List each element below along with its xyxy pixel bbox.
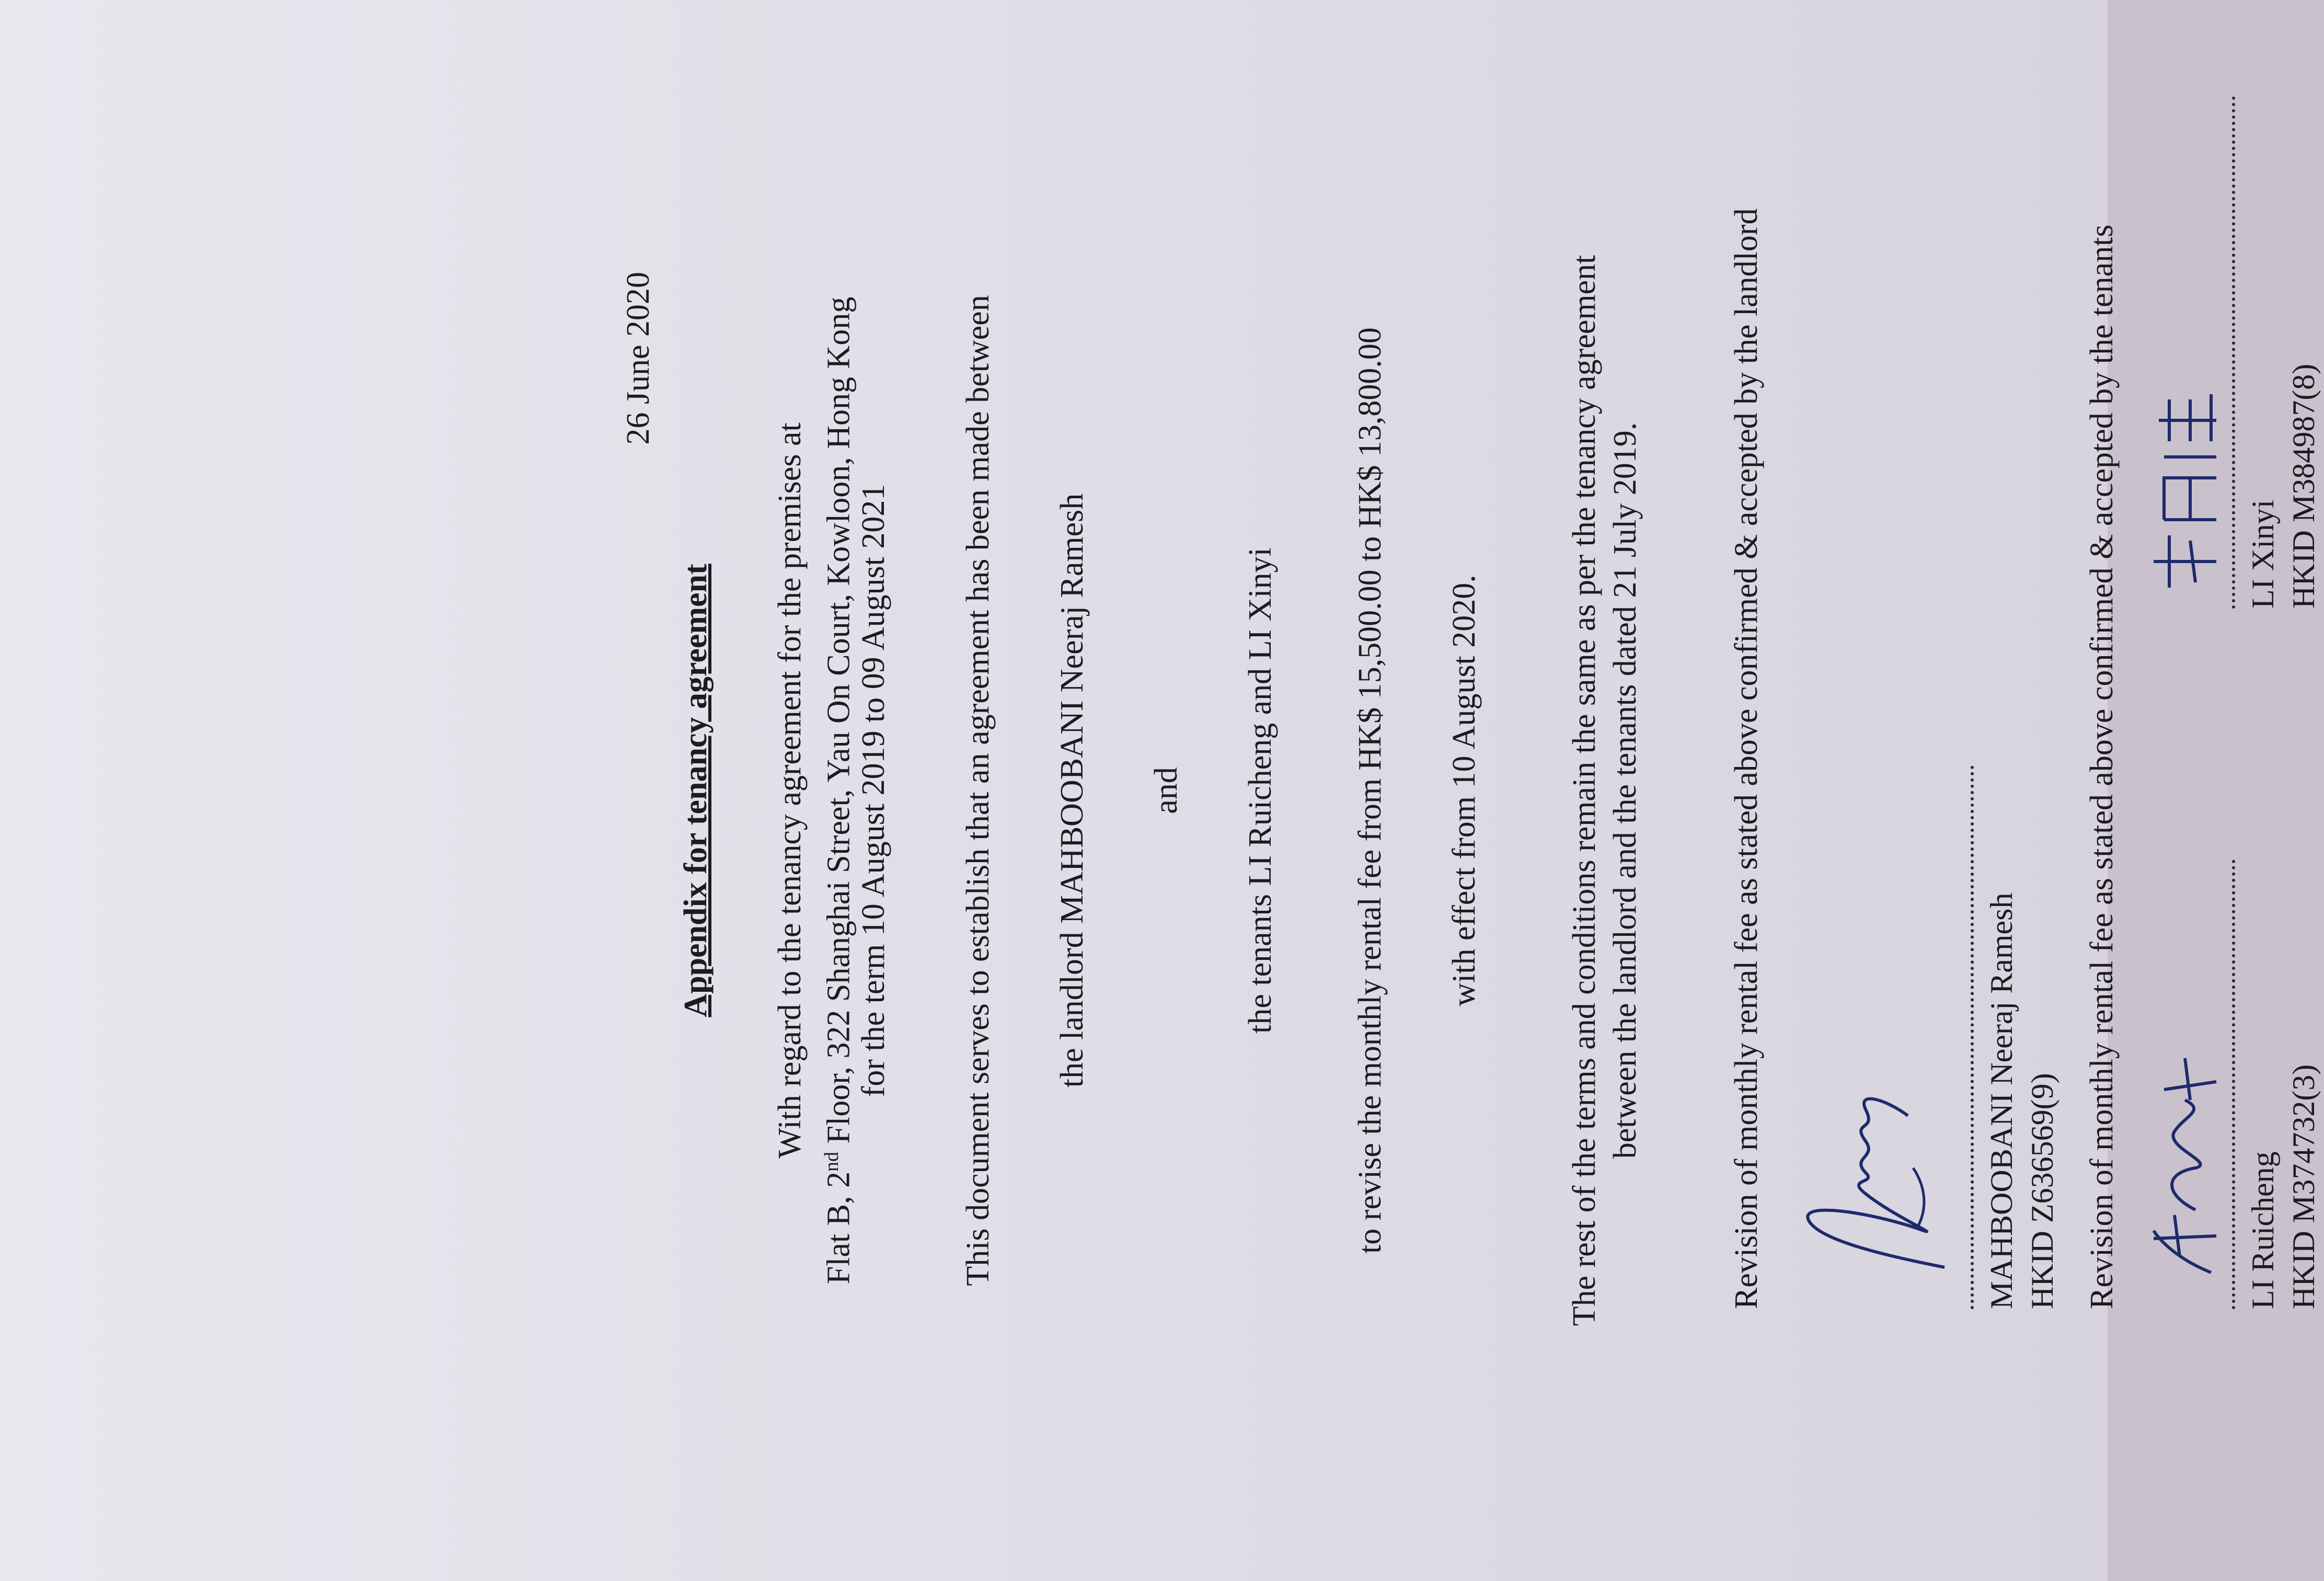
tenant2-hkid: HKID M384987(8) — [2286, 363, 2321, 609]
tenant2-signature-line — [2232, 96, 2235, 609]
tenants-line: the tenants LI Ruicheng and LI Xinyi — [1242, 547, 1278, 1034]
effective-date: with effect from 10 August 2020. — [1446, 575, 1482, 1006]
landlord-hkid: HKID Z636569(9) — [2025, 1073, 2060, 1309]
document-title: Appendix for tenancy agreement — [678, 564, 714, 1017]
landlord-confirmation: Revision of monthly rental fee as stated above confirmed & accepted by the landlord — [1729, 208, 1764, 1309]
tenant2-signature — [2148, 379, 2227, 598]
agreement-statement: This document serves to establish that an agreement has been made between — [960, 295, 996, 1286]
tenant1-name: LI Ruicheng — [2246, 1151, 2280, 1309]
intro-paragraph — [768, 0, 894, 1581]
landlord-signature — [1788, 1027, 1960, 1288]
conjunction: and — [1148, 767, 1184, 814]
premises-address: Flat B, 2nd Floor, 322 Shanghai Street, Yau On Court, Kowloon, Hong Kong — [821, 296, 857, 1285]
landlord-name: MAHBOOBANI Neeraj Ramesh — [1984, 892, 2019, 1309]
intro-line: With regard to the tenancy agreement for the premises at — [772, 422, 808, 1159]
tenant1-signature-line — [2232, 860, 2235, 1309]
tenant1-hkid: HKID M374732(3) — [2286, 1064, 2321, 1309]
landlord-signature-line — [1971, 765, 1974, 1309]
rent-revision: to revise the monthly rental fee from HK$ 15,500.00 to HK$ 13,800.00 — [1352, 327, 1388, 1254]
tenants-confirmation: Revision of monthly rental fee as stated above confirmed & accepted by the tenants — [2084, 224, 2120, 1309]
tenant1-signature — [2133, 1048, 2227, 1288]
remaining-terms: The rest of the terms and conditions remain the same as per the tenancy agreement between the landlord and the tenants dated 21 July 2019. — [1567, 255, 1643, 1326]
document-date: 26 June 2020 — [620, 272, 656, 445]
landlord-line: the landlord MAHBOOBANI Neeraj Ramesh — [1054, 493, 1090, 1088]
tenancy-term: for the term 10 August 2019 to 09 August 2021 — [856, 484, 891, 1097]
tenant2-name: LI Xinyi — [2246, 499, 2280, 609]
